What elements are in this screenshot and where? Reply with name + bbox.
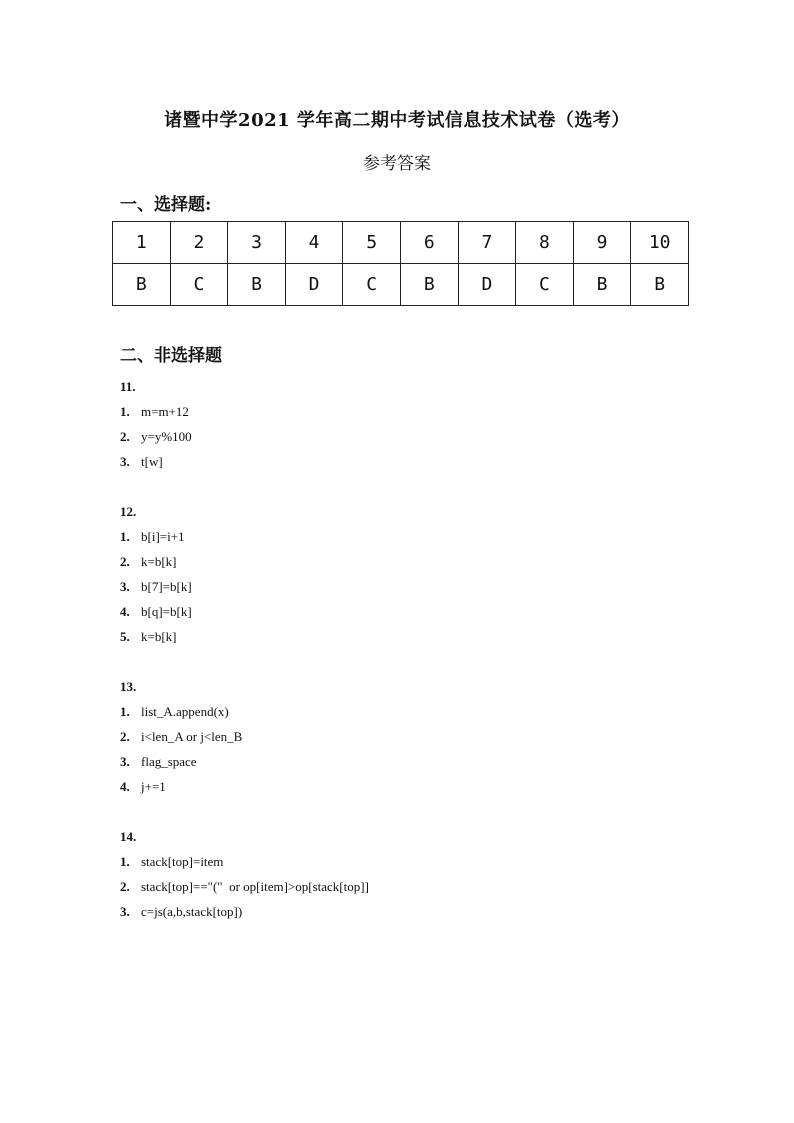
answer-cell: C xyxy=(343,264,401,306)
answer-line xyxy=(120,899,720,924)
answer-cell: B xyxy=(573,264,631,306)
question-number-cell: 1 xyxy=(113,222,171,264)
answer-text: b[7]=b[k] xyxy=(141,579,192,594)
answer-cell: C xyxy=(170,264,228,306)
answer-cell: B xyxy=(228,264,286,306)
question-number-cell: 10 xyxy=(631,222,689,264)
answer-index: 5. xyxy=(120,629,130,644)
answer-text: list_A.append(x) xyxy=(141,704,229,719)
answer-list xyxy=(120,374,720,949)
answer-index: 3. xyxy=(120,454,130,469)
question-block xyxy=(120,824,720,924)
answer-index: 1. xyxy=(120,529,130,544)
question-number: 12. xyxy=(120,504,137,519)
answer-line xyxy=(120,874,720,899)
answer-text: j+=1 xyxy=(141,779,166,794)
question-number-cell: 8 xyxy=(516,222,574,264)
answer-cell: C xyxy=(516,264,574,306)
answer-text: b[i]=i+1 xyxy=(141,529,185,544)
answer-text: y=y%100 xyxy=(141,429,192,444)
question-number-cell: 3 xyxy=(228,222,286,264)
answer-index: 3. xyxy=(120,754,130,769)
answer-line xyxy=(120,724,720,749)
answer-line xyxy=(120,624,720,649)
answer-table xyxy=(112,221,689,306)
answer-line xyxy=(120,549,720,574)
answer-line xyxy=(120,599,720,624)
answer-text: stack[top]=item xyxy=(141,854,224,869)
answer-cell: B xyxy=(113,264,171,306)
answer-text: stack[top]=="(" or op[item]>op[stack[top]] xyxy=(141,879,369,894)
table-row-numbers xyxy=(113,222,689,264)
page-subtitle: 参考答案 xyxy=(363,154,431,174)
answer-index: 3. xyxy=(120,904,130,919)
question-number-cell: 6 xyxy=(400,222,458,264)
answer-line xyxy=(120,749,720,774)
answer-cell: D xyxy=(285,264,343,306)
question-number-cell: 2 xyxy=(170,222,228,264)
section-heading-non-choice: 二、非选择题 xyxy=(120,346,222,366)
section-heading-choice: 一、选择题: xyxy=(120,195,212,215)
question-block xyxy=(120,499,720,649)
answer-line xyxy=(120,399,720,424)
page-title: 诸暨中学2021 学年高二期中考试信息技术试卷（选考） xyxy=(164,110,630,131)
answer-index: 3. xyxy=(120,579,130,594)
question-block xyxy=(120,374,720,474)
answer-text: t[w] xyxy=(141,454,163,469)
answer-index: 1. xyxy=(120,854,130,869)
answer-line xyxy=(120,699,720,724)
question-number-cell: 7 xyxy=(458,222,516,264)
answer-cell: D xyxy=(458,264,516,306)
question-number: 13. xyxy=(120,679,137,694)
answer-index: 2. xyxy=(120,554,130,569)
question-number: 14. xyxy=(120,829,137,844)
answer-text: b[q]=b[k] xyxy=(141,604,192,619)
answer-line xyxy=(120,774,720,799)
question-block xyxy=(120,674,720,799)
answer-line xyxy=(120,524,720,549)
answer-text: k=b[k] xyxy=(141,554,177,569)
answer-index: 2. xyxy=(120,729,130,744)
answer-cell: B xyxy=(631,264,689,306)
answer-text: flag_space xyxy=(141,754,197,769)
answer-index: 4. xyxy=(120,779,130,794)
answer-text: m=m+12 xyxy=(141,404,189,419)
answer-text: c=js(a,b,stack[top]) xyxy=(141,904,243,919)
answer-index: 1. xyxy=(120,404,130,419)
answer-text: k=b[k] xyxy=(141,629,177,644)
answer-index: 4. xyxy=(120,604,130,619)
answer-line xyxy=(120,424,720,449)
answer-cell: B xyxy=(400,264,458,306)
answer-line xyxy=(120,449,720,474)
answer-index: 1. xyxy=(120,704,130,719)
question-number-cell: 5 xyxy=(343,222,401,264)
answer-text: i<len_A or j<len_B xyxy=(141,729,243,744)
table-row-answers xyxy=(113,264,689,306)
question-number-cell: 9 xyxy=(573,222,631,264)
answer-index: 2. xyxy=(120,879,130,894)
question-number-cell: 4 xyxy=(285,222,343,264)
question-number: 11. xyxy=(120,379,136,394)
answer-line xyxy=(120,574,720,599)
answer-line xyxy=(120,849,720,874)
answer-index: 2. xyxy=(120,429,130,444)
